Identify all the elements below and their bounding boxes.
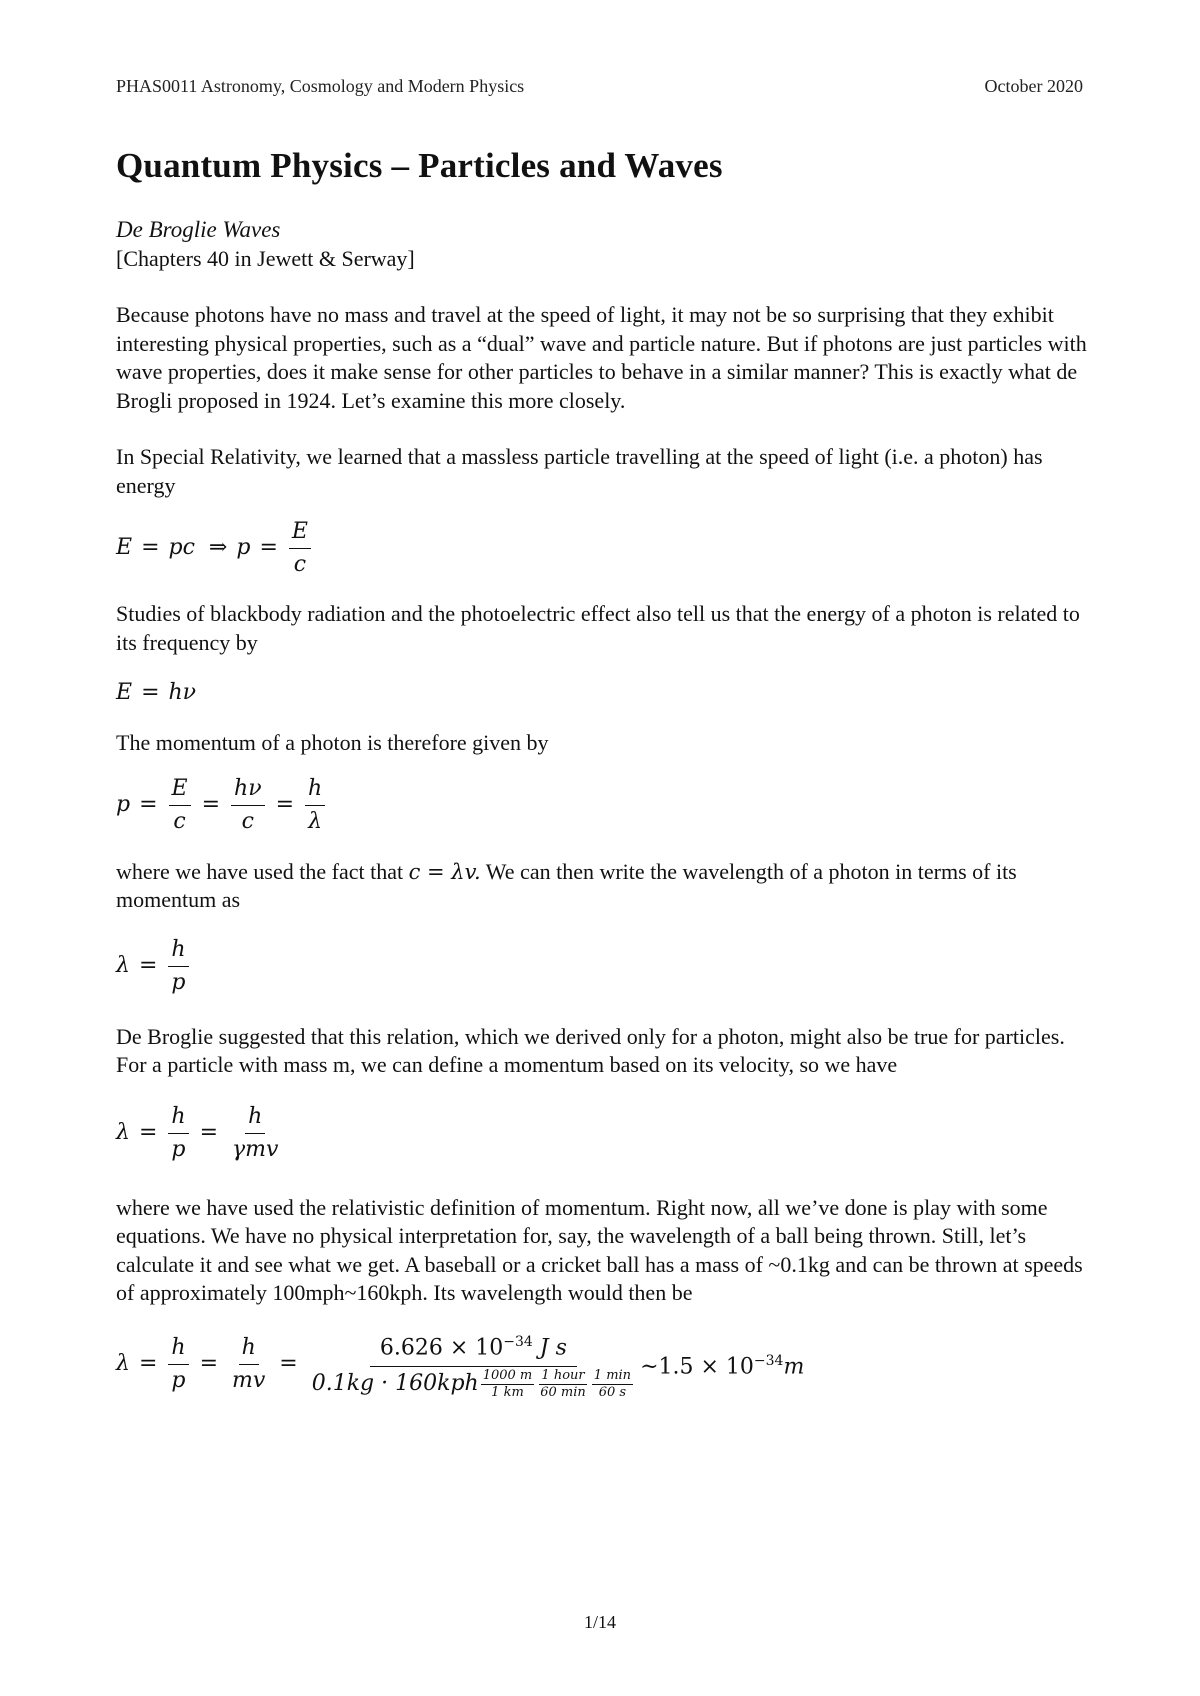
eq3-p: p [116, 792, 131, 818]
implies-symbol: ⇒ [208, 534, 228, 560]
eq6-frac1: $\frac{h}{p}$ [168, 1335, 188, 1394]
equation-ball-wavelength: λ = $\frac{h}{p}$ = $\frac{h}{mv}$ = $6.626 \times 10^{-34}$ J s 0.1kg · 160kph $\frac{1000 m}{1 km}$ $\frac{\text{1 hour}}{60 \min}$ $\frac{1 \min}{60 s}$ ~1.5 × $10^{-34}m$ [116, 1320, 1096, 1410]
document-body [116, 216, 1096, 1410]
section-heading: De Broglie Waves [116, 217, 281, 242]
eq6-result: ~1.5 × $10^{-34}m$ [640, 1353, 805, 1380]
paragraph-2: In Special Relativity, we learned that a massless particle travelling at the speed of light (i.e. a photon) has energy [116, 444, 1043, 498]
eq4-frac: $\frac{h}{p}$ [168, 937, 188, 996]
paragraph-3: Studies of blackbody radiation and the photoelectric effect also tell us that the energy of a photon is related to its frequency by [116, 601, 1080, 655]
p5-math: c = λv. [408, 859, 481, 884]
paragraph-4: The momentum of a photon is therefore given by [116, 730, 549, 755]
p5-text-b: We can then write the wavelength of a photon in terms of its momentum as [116, 858, 1017, 912]
eq5-lambda: λ [116, 1120, 130, 1146]
equation-photon-momentum: p = $\frac{E}{c}$ = $\frac{h\nu}{c}$ = $\frac{h}{\lambda}$ [116, 764, 1096, 848]
page-title: Quantum Physics – Particles and Waves [116, 146, 723, 185]
eq6-lambda: λ [116, 1351, 130, 1377]
equation-energy-momentum: E = pc ⇒ p = $\frac{E}{c}$ [116, 504, 1096, 592]
paragraph-1: Because photons have no mass and travel at the speed of light, it may not be so surprising that they exhibit interesting physical properties, such as a “dual” wave and particle nature. But if photons are just particles with wave properties, does it make sense for other particles to behave in a similar manner? This is exactly what de Brogli proposed in 1924. Let’s examine this more closely. [116, 302, 1087, 413]
paragraph-7: where we have used the relativistic definition of momentum. Right now, all we’ve done is play with some equations. We have no physical interpretation for, say, the wavelength of a ball being thrown. Still, let’s calculate it and see what we get. A baseball or a cricket ball has a mass of ~0.1kg and can be thrown at speeds of approximately 100mph~160kph. Its wavelength would then be [116, 1194, 1083, 1305]
paragraph-6: De Broglie suggested that this relation, which we derived only for a photon, might also be true for particles. For a particle with mass m, we can define a momentum based on its velocity, so we have [116, 1023, 1065, 1077]
eq3-frac2: $\frac{h\nu}{c}$ [231, 776, 265, 835]
eq1-p: p [236, 534, 251, 560]
eq5-frac2: $\frac{h}{\text{γmv}}$ [232, 1104, 279, 1162]
paragraph-5 [116, 858, 1096, 915]
eq6-frac2: $\frac{h}{mv}$ [232, 1335, 266, 1393]
header-course: PHAS0011 Astronomy, Cosmology and Modern Physics [116, 76, 525, 96]
equation-wavelength: λ = $\frac{h}{p}$ [116, 925, 1096, 1009]
eq3-frac3: $\frac{h}{\lambda}$ [305, 776, 325, 835]
equation-de-broglie: λ = $\frac{h}{p}$ = $\frac{h}{\text{γmv}}$ [116, 1092, 1096, 1176]
p5-text-a: where we have used the fact that [116, 858, 404, 884]
eq4-lambda: λ [116, 953, 130, 979]
section-reference: [Chapters 40 in Jewett & Serway] [116, 245, 415, 271]
conv-frac-min: $\frac{1 \min}{60 s}$ [593, 1367, 632, 1400]
eq1-fraction: $\frac{E}{c}$ [289, 519, 311, 578]
eq6-big-fraction: $6.626 \times 10^{-34}$ J s 0.1kg · 160kph $\frac{1000 m}{1 km}$ $\frac{\text{1 hour}}{60 \min}$ $\frac{1 \min}{60 s}$ [309, 1329, 638, 1399]
conv-frac-hour: $\frac{\text{1 hour}}{60 \min}$ [540, 1367, 586, 1400]
equation-planck: E = hν [116, 665, 1096, 721]
header-date: October 2020 [984, 76, 1083, 96]
eq3-frac1: $\frac{E}{c}$ [169, 776, 191, 835]
page-number: 1/14 [583, 1612, 616, 1632]
eq2-lhs: E [116, 679, 133, 705]
eq5-frac1: $\frac{h}{p}$ [168, 1104, 188, 1163]
eq1-rhs: pc [168, 534, 195, 560]
conv-frac-km: $\frac{1000 m}{1 km}$ [482, 1367, 533, 1400]
eq2-rhs: hν [168, 679, 197, 705]
eq1-lhs: E [116, 534, 133, 560]
